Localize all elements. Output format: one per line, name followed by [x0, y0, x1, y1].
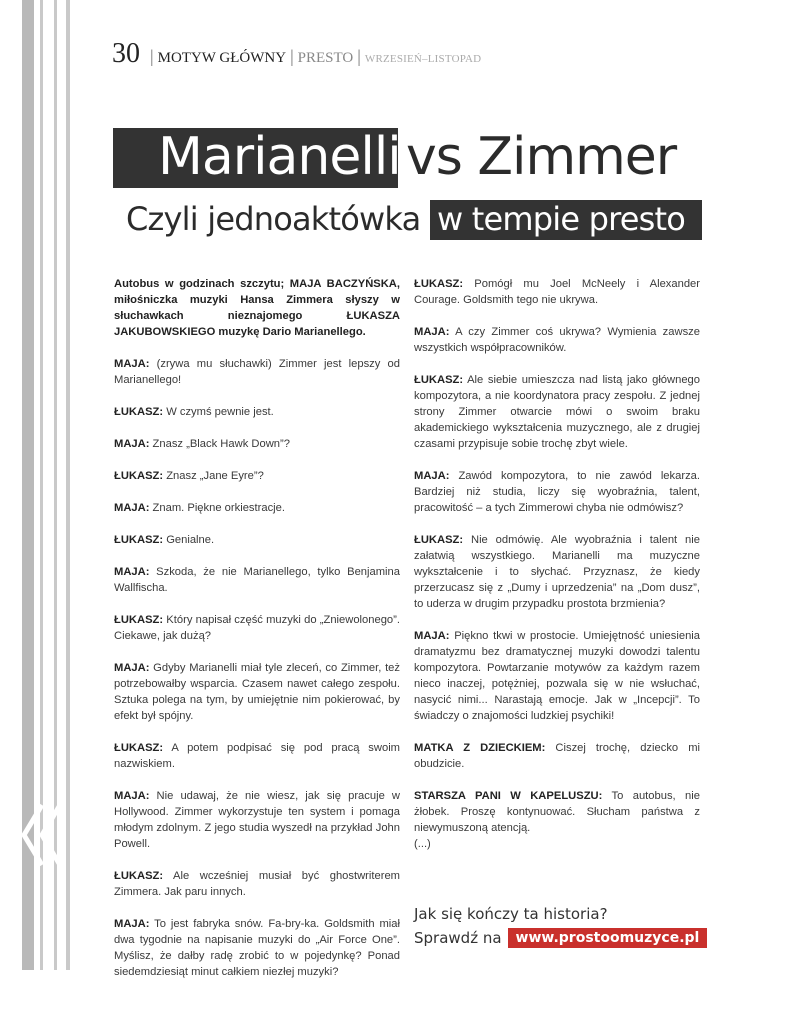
speaker-name: MATKA Z DZIECKIEM: [414, 742, 546, 754]
header-separator: | [357, 46, 361, 66]
dialogue-text: Gdyby Marianelli miał tyle zleceń, co Zimmer, też potrzebowałby wsparcia. Czasem nawet całego zespołu. Sztuka polega na tym, by umiejętnie nim pokierować, by efekt był spójny. [114, 662, 400, 722]
dialogue-text: Zawód kompozytora, to nie zawód lekarza. Bardziej niż studia, liczy się wyobraźnia, talent, pracowitość – a tych Zimmerowi chyba nie odmówisz? [414, 470, 700, 514]
cta-check-label: Sprawdź na [414, 929, 502, 947]
speaker-name: ŁUKASZ: [114, 406, 164, 418]
dialogue-line [114, 436, 400, 452]
dialogue-line [114, 356, 400, 388]
speaker-name: MAJA: [114, 566, 150, 578]
website-link[interactable]: www.prostoomuzyce.pl [508, 928, 708, 948]
speaker-name: MAJA: [414, 326, 450, 338]
page-number: 30 [112, 38, 140, 69]
magazine-name: PRESTO [297, 50, 354, 66]
dialogue-line [114, 532, 400, 548]
dialogue-line [414, 324, 700, 356]
speaker-name: ŁUKASZ: [414, 374, 464, 386]
dialogue-text: Szkoda, że nie Marianellego, tylko Benjamina Wallfischa. [114, 566, 400, 594]
dialogue-text: Ale siebie umieszcza nad listą jako głównego kompozytora, a nie koordynatora pracy zespołu. Z jednej strony Zimmer otwarcie mówi o swoim braku akademickiego wykształcenia muzycznego, ale z drugiej czasami przypisuje sobie trochę zbyt wiele. [414, 374, 700, 450]
section-label: MOTYW GŁÓWNY [157, 50, 287, 66]
header-separator: | [150, 46, 154, 66]
speaker-name: STARSZA PANI W KAPELUSZU: [414, 790, 603, 802]
speaker-name: MAJA: [114, 358, 150, 370]
dialogue-line [414, 532, 700, 612]
speaker-name: MAJA: [414, 470, 450, 482]
dialogue-text: Znasz „Jane Eyre”? [163, 470, 264, 482]
dialogue-text: Pomógł mu Joel McNeely i Alexander Courage. Goldsmith tego nie ukrywa. [414, 278, 700, 306]
dialogue-text: To jest fabryka snów. Fa-bry-ka. Goldsmith miał dwa tygodnie na napisanie muzyki do „Air Force One”. Myślisz, że dałby radę zrobić to w pojedynkę? Ponad siedemdziesiąt minut całkiem niezłej muzyki? [114, 918, 400, 978]
dialogue-line [114, 404, 400, 420]
dialogue-text: Nie udawaj, że nie wiesz, jak się pracuje w Hollywood. Zimmer wykorzystuje ten system i pomaga młodym zdolnym. Z jego studia wyszedł na przykład John Powell. [114, 790, 400, 850]
dialogue-line [114, 868, 400, 900]
dialogue-line [114, 740, 400, 772]
speaker-name: MAJA: [114, 662, 150, 674]
dialogue-line [114, 788, 400, 852]
issue-date: WRZESIEŃ–LISTOPAD [364, 53, 482, 65]
dialogue-line [414, 468, 700, 516]
article-subtitle-highlight: w tempie presto [437, 200, 686, 238]
article-title-highlight: Marianelli [158, 127, 401, 187]
speaker-name: ŁUKASZ: [114, 614, 164, 626]
dialogue-text: A potem podpisać się pod pracą swoim nazwiskiem. [114, 742, 400, 770]
speaker-name: ŁUKASZ: [114, 742, 164, 754]
dialogue-line [114, 564, 400, 596]
dialogue-text: Który napisał część muzyki do „Zniewolonego”. Ciekawe, jak dużą? [114, 614, 400, 642]
dialogue-text: Ciszej trochę, dziecko mi obudzicie. [414, 742, 700, 770]
ellipsis: (...) [414, 838, 431, 850]
dialogue-line [114, 660, 400, 724]
speaker-name: MAJA: [114, 438, 150, 450]
dialogue-text: Ale wcześniej musiał być ghostwriterem Zimmera. Jak paru innych. [114, 870, 400, 898]
dialogue-line [414, 740, 700, 772]
page-header [112, 38, 481, 72]
cta-line [414, 926, 707, 950]
speaker-name: ŁUKASZ: [114, 534, 164, 546]
article-subtitle: Czyli jednoaktówka [126, 200, 421, 238]
dialogue-text: A czy Zimmer coś ukrywa? Wymienia zawsze wszystkich współpracowników. [414, 326, 700, 354]
dialogue-line [414, 788, 700, 836]
call-to-action [414, 902, 707, 950]
dialogue-line [414, 628, 700, 724]
cta-question: Jak się kończy ta historia? [414, 905, 608, 923]
dialogue-line [114, 468, 400, 484]
dialogue-line [114, 916, 400, 980]
dialogue-text: Znam. Piękne orkiestracje. [149, 502, 285, 514]
speaker-name: ŁUKASZ: [114, 470, 164, 482]
speaker-name: MAJA: [114, 918, 150, 930]
left-column [114, 276, 400, 996]
intro-paragraph: Autobus w godzinach szczytu; MAJA BACZYŃSKA, miłośniczka muzyki Hansa Zimmera słyszy w słuchawkach nieznajomego ŁUKASZA JAKUBOWSKIEGO muzykę Dario Marianellego. [114, 278, 400, 338]
dialogue-line [414, 276, 700, 308]
speaker-name: ŁUKASZ: [414, 278, 464, 290]
dialogue-line [114, 500, 400, 516]
speaker-name: ŁUKASZ: [414, 534, 464, 546]
right-column [414, 276, 700, 868]
dialogue-text: W czymś pewnie jest. [163, 406, 274, 418]
speaker-name: ŁUKASZ: [114, 870, 164, 882]
dialogue-line [414, 372, 700, 452]
speaker-name: MAJA: [414, 630, 450, 642]
dialogue-text: Piękno tkwi w prostocie. Umiejętność uniesienia dramatyzmu bez dramatycznej muzyki dowodzi talentu kompozytora. Powtarzanie motywów za każdym razem nieco inaczej, potężniej, pozwala się w nie wsłuchać, nasycić nimi... Narastają emocje. Jak w „Incepcji”. To świadczy o znajomości ludzkiej psychiki! [414, 630, 700, 722]
header-separator: | [290, 46, 294, 66]
dialogue-text: To autobus, nie żłobek. Proszę kontynuować. Słucham państwa z niewymuszoną atencją. [414, 790, 700, 834]
double-chevron-left-icon [20, 800, 80, 870]
dialogue-text: (zrywa mu słuchawki) Zimmer jest lepszy od Marianellego! [114, 358, 400, 386]
dialogue-text: Nie odmówię. Ale wyobraźnia i talent nie załatwią wszystkiego. Marianelli ma muzyczne wykształcenie i to słychać. Przyznasz, że kiedy przerzucasz się z „Dumy i uprzedzenia” na „Dom dusz”, to uderza w drugim przypadku prostota brzmienia? [414, 534, 700, 610]
article-title-rest: vs Zimmer [406, 127, 677, 187]
speaker-name: MAJA: [114, 790, 150, 802]
dialogue-text: Genialne. [163, 534, 215, 546]
dialogue-line [114, 612, 400, 644]
speaker-name: MAJA: [114, 502, 150, 514]
dialogue-text: Znasz „Black Hawk Down”? [149, 438, 290, 450]
